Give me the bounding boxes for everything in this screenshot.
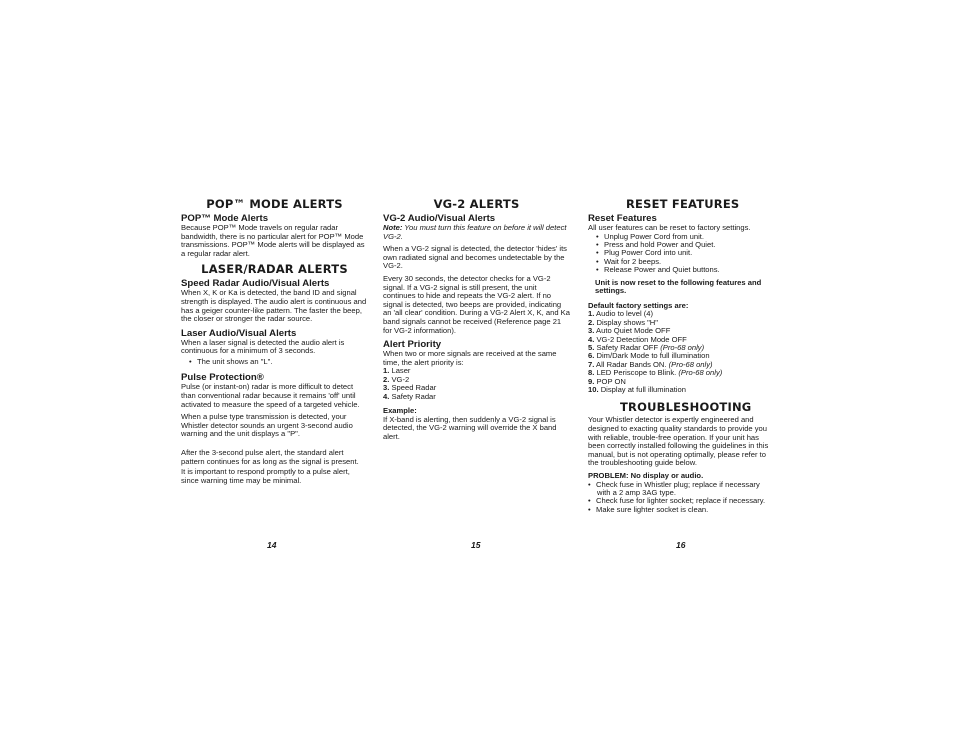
vg2-alerts-title: VG-2 ALERTS	[433, 197, 520, 211]
page-number-15: 15	[471, 540, 481, 550]
reset-features-heading: Reset Features	[588, 213, 657, 224]
pulse-text-1: Pulse (or instant-on) radar is more difficult to detect than conventional radar because it remains 'off' until activated to measure the speed of a targeted vehicle.	[181, 382, 360, 409]
list-item: 2. VG-2	[383, 374, 410, 384]
pulse-text-2: When a pulse type transmission is detected, your Whistler detector sounds an urgent 3-second audio warning and the unit displays a "P".	[181, 412, 353, 439]
pulse-text-4: It is important to respond promptly to a pulse alert, since warning time may be minimal.	[181, 467, 350, 485]
page-15-column	[383, 197, 570, 441]
reset-steps	[588, 233, 772, 275]
list-item: 1. Laser	[383, 366, 411, 376]
laser-alerts-heading: Laser Audio/Visual Alerts	[181, 327, 297, 339]
pop-mode-alerts-title: POP™ MODE ALERTS	[206, 197, 343, 211]
list-item: • Check fuse for lighter socket; replace if necessary.	[588, 497, 772, 505]
note-text: You must turn this feature on before it will detect VG-2.	[383, 223, 567, 241]
speed-radar-text: When X, K or Ka is detected, the band ID and signal strength is displayed. The audio alert is continuous and has a geiger counter-like pattern. The faster the beep, the closer or stronger the radar source.	[181, 288, 367, 324]
laser-alerts-text: When a laser signal is detected the audio alert is continuous for a minimum of 3 seconds.	[181, 337, 345, 356]
reset-features-title: RESET FEATURES	[626, 197, 740, 211]
speed-radar-heading: Speed Radar Audio/Visual Alerts	[181, 278, 330, 290]
list-item: • The unit shows an "L".	[181, 358, 368, 366]
vg2-audio-visual-heading: VG-2 Audio/Visual Alerts	[383, 213, 496, 224]
defaults-label: Default factory settings are:	[588, 300, 689, 310]
list-item: 2. Display shows "H"	[588, 317, 658, 327]
list-item: 3. Auto Quiet Mode OFF	[588, 326, 671, 336]
problem-steps	[588, 481, 772, 515]
list-item: 6. Dim/Dark Mode to full illumination	[588, 351, 710, 361]
note-label: Note:	[383, 223, 403, 232]
list-item: • Plug Power Cord into unit.	[588, 249, 772, 257]
list-item: 4. Safety Radar	[383, 391, 436, 401]
laser-bullets	[181, 358, 368, 366]
defaults-list	[588, 310, 772, 394]
list-item: 8. LED Periscope to Blink. (Pro-68 only)	[588, 368, 723, 378]
list-item: 9. POP ON	[588, 376, 626, 386]
example-text: If X-band is alerting, then suddenly a VG-2 signal is detected, the VG-2 warning will override the X band alert.	[383, 414, 557, 441]
list-item: 4. VG-2 Detection Mode OFF	[588, 334, 687, 344]
list-item: 10. Display at full illumination	[588, 385, 686, 395]
troubleshooting-title: TROUBLESHOOTING	[620, 400, 752, 415]
page-14-column	[181, 197, 368, 485]
priority-list	[383, 367, 570, 401]
alert-priority-heading: Alert Priority	[383, 339, 442, 351]
alert-priority-text: When two or more signals are received at the same time, the alert priority is:	[383, 349, 557, 367]
list-item: • Check fuse in Whistler plug; replace if necessary with a 2 amp 3AG type.	[588, 481, 772, 498]
list-item: • Release Power and Quiet buttons.	[588, 266, 772, 274]
page-number-16: 16	[676, 540, 686, 550]
reset-intro: All user features can be reset to factory settings.	[588, 223, 751, 232]
pop-mode-text: Because POP™ Mode travels on regular radar bandwidth, there is no particular alert for POP™ Mode transmissions. POP™ Mode alerts will be displayed as a regular radar alert.	[181, 223, 365, 258]
page-16-column	[588, 197, 772, 514]
pulse-text-3: After the 3-second pulse alert, the standard alert pattern continues for as long as the signal is present.	[181, 447, 359, 466]
vg2-note	[383, 224, 570, 241]
vg2-text-2: Every 30 seconds, the detector checks for a VG-2 signal. If a VG-2 signal is still present, the unit continues to hide and repeats the VG-2 alert. If no signal is detected, two beeps are provided, indicating an 'all clear' condition. During a VG-2 Alert X, K, and Ka band signals cannot be received (Reference page 21 for VG-2 information).	[383, 273, 570, 335]
reset-done: Unit is now reset to the following features and settings.	[595, 277, 762, 296]
list-item: • Make sure lighter socket is clean.	[588, 506, 772, 514]
list-item: • Wait for 2 beeps.	[588, 258, 772, 266]
problem-label: PROBLEM: No display or audio.	[588, 471, 704, 481]
list-item: • Unplug Power Cord from unit.	[588, 233, 772, 241]
list-item: 1. Audio to level (4)	[588, 309, 654, 319]
list-item: 3. Speed Radar	[383, 383, 437, 393]
pop-mode-heading: POP™ Mode Alerts	[181, 213, 269, 224]
page-number-14: 14	[267, 540, 277, 550]
pulse-protection-heading: Pulse Protection®	[181, 372, 264, 384]
troubleshooting-text: Your Whistler detector is expertly engineered and designed to exacting quality standards to provide you with reliable, trouble-free operation. If your unit has been correctly installed following the guidelines in this manual, but is not operating optimally, please refer to the troubleshooting guide below.	[588, 415, 769, 468]
vg2-text-1: When a VG-2 signal is detected, the detector 'hides' its own radiated signal and becomes undetectable by the VG-2.	[383, 244, 567, 271]
laser-radar-alerts-title: LASER/RADAR ALERTS	[201, 262, 348, 277]
list-item: 7. All Radar Bands ON. (Pro-68 only)	[588, 359, 713, 369]
list-item: • Press and hold Power and Quiet.	[588, 241, 772, 249]
example-label: Example:	[383, 405, 417, 415]
list-item: 5. Safety Radar OFF (Pro-68 only)	[588, 343, 705, 353]
